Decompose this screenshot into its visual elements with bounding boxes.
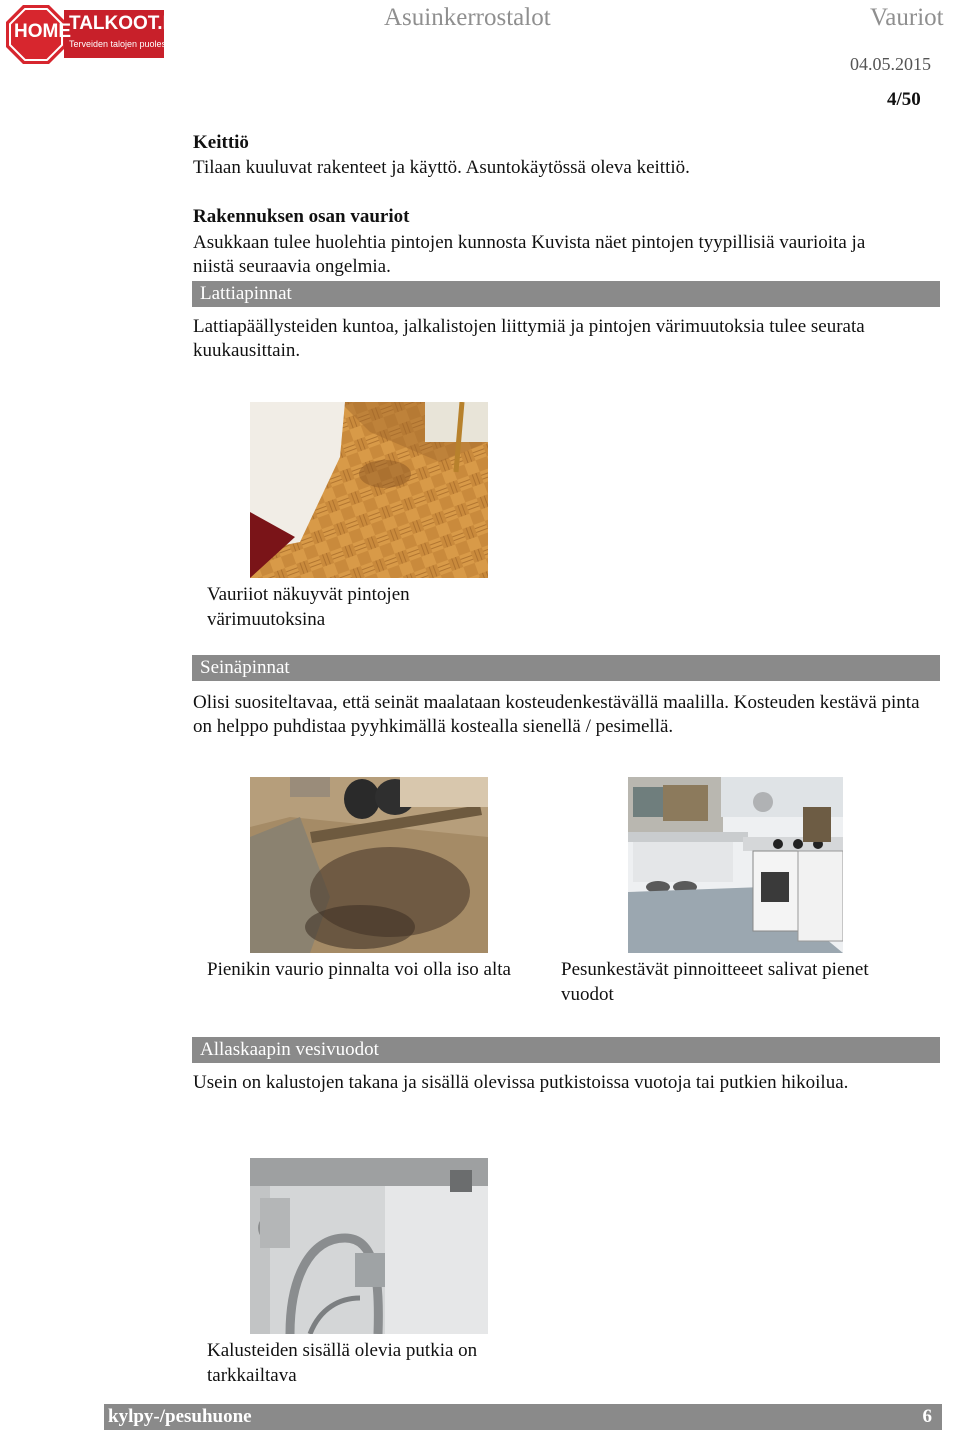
- footer-number: 6: [922, 1406, 932, 1427]
- damage-title: Rakennuksen osan vauriot: [193, 206, 410, 227]
- photo-damaged-wall: [250, 777, 488, 953]
- header-topic: Vauriot: [870, 4, 944, 31]
- damage-description: Asukkaan tulee huolehtia pintojen kunnosta Kuvista näet pintojen tyypillisiä vaurioita ja niistä seuraavia ongelmia.: [193, 232, 866, 277]
- footer-bar: [104, 1404, 942, 1430]
- logo-tagline: Terveiden talojen puolesta: [69, 39, 174, 49]
- section-bar-floors: Lattiapinnat: [192, 281, 940, 307]
- logo-word-home: HOME: [14, 21, 71, 42]
- photo-kitchen: [603, 777, 843, 953]
- section-bar-walls: Seinäpinnat: [192, 655, 940, 681]
- section-bar-sink-cabinet: Allaskaapin vesivuodot: [192, 1037, 940, 1063]
- footer-label: kylpy-/pesuhuone: [108, 1406, 252, 1427]
- section-text-sink-cabinet: Usein on kalustojen takana ja sisällä olevissa putkistoissa vuotoja tai putkien hikoilua.: [193, 1072, 849, 1093]
- caption-kitchen-photo: Pesunkestävät pinnoitteeet salivat pienet vuodot: [561, 959, 869, 1005]
- section-text-floors: Lattiapäällysteiden kuntoa, jalkalistojen liittymiä ja pintojen värimuutoksia tulee seurata kuukausittain.: [193, 316, 865, 361]
- section-text-walls: Olisi suositeltavaa, että seinät maalataan kosteudenkestävällä maalilla. Kosteuden kestävä pinta on helppo puhdistaa pyyhkimällä kostealla sienellä / pesimellä.: [193, 692, 920, 737]
- caption-floor-photo: Vauriiot näkuyvät pintojen värimuutoksina: [207, 584, 410, 630]
- page-number: 4/50: [887, 89, 921, 110]
- hometalkoot-logo: [6, 4, 180, 64]
- photo-parquet-floor: [250, 402, 488, 578]
- logo-word-talkoot: TALKOOT.FI: [69, 13, 180, 34]
- header-category: Asuinkerrostalot: [384, 4, 551, 31]
- room-description: Tilaan kuuluvat rakenteet ja käyttö. Asuntokäytössä oleva keittiö.: [193, 157, 690, 178]
- header-date: 04.05.2015: [850, 54, 931, 74]
- room-title: Keittiö: [193, 132, 249, 153]
- caption-wall-photo: Pienikin vaurio pinnalta voi olla iso alta: [207, 959, 511, 980]
- caption-pipes-photo: Kalusteiden sisällä olevia putkia on tarkkailtava: [207, 1340, 478, 1386]
- photo-sink-pipes: [250, 1158, 488, 1334]
